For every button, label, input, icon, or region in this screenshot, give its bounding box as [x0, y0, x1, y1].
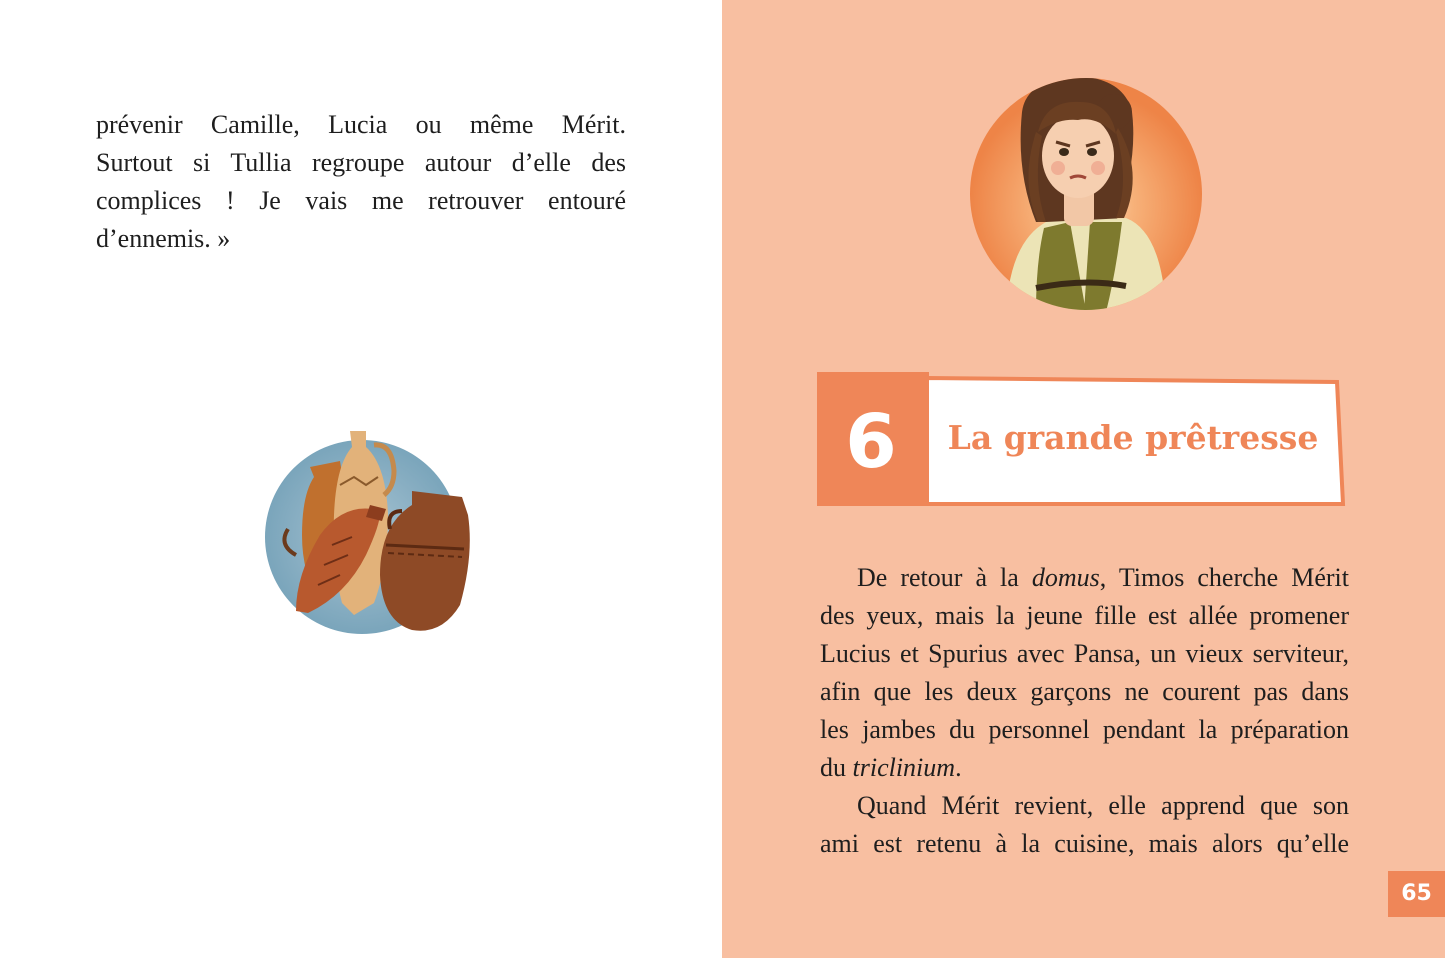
- text-line: De retour à la domus, Timos cherche Mérit: [857, 563, 1349, 592]
- text-line: complices ! Je vais me retrouver entouré: [96, 186, 626, 215]
- text-line: afin que les deux garçons ne courent pas dans: [820, 677, 1349, 706]
- paragraph-1: [820, 559, 1349, 787]
- amphorae-illustration: [262, 425, 480, 640]
- page-number: 65: [1401, 881, 1432, 906]
- text-line: les jambes du personnel pendant la préparation: [820, 715, 1349, 744]
- face: [1042, 114, 1114, 198]
- girl-portrait-illustration: [966, 72, 1206, 312]
- text-line: Lucius et Spurius avec Pansa, un vieux serviteur,: [820, 639, 1349, 668]
- right-page-paragraphs: [820, 559, 1349, 863]
- left-page-paragraph: [96, 106, 626, 258]
- text-line: Quand Mérit revient, elle apprend que son: [857, 791, 1349, 820]
- text-line: ami est retenu à la cuisine, mais alors qu’elle: [820, 829, 1349, 858]
- text-line: d’ennemis. »: [96, 224, 231, 253]
- text-line: du triclinium.: [820, 753, 962, 782]
- text-line: des yeux, mais la jeune fille est allée promener: [820, 601, 1349, 630]
- text-line: prévenir Camille, Lucia ou même Mérit.: [96, 110, 626, 139]
- paragraph-2: [820, 787, 1349, 863]
- chapter-title: La grande prêtresse: [947, 418, 1319, 457]
- chapter-number: 6: [845, 399, 897, 485]
- text-line: Surtout si Tullia regroupe autour d’elle des: [96, 148, 626, 177]
